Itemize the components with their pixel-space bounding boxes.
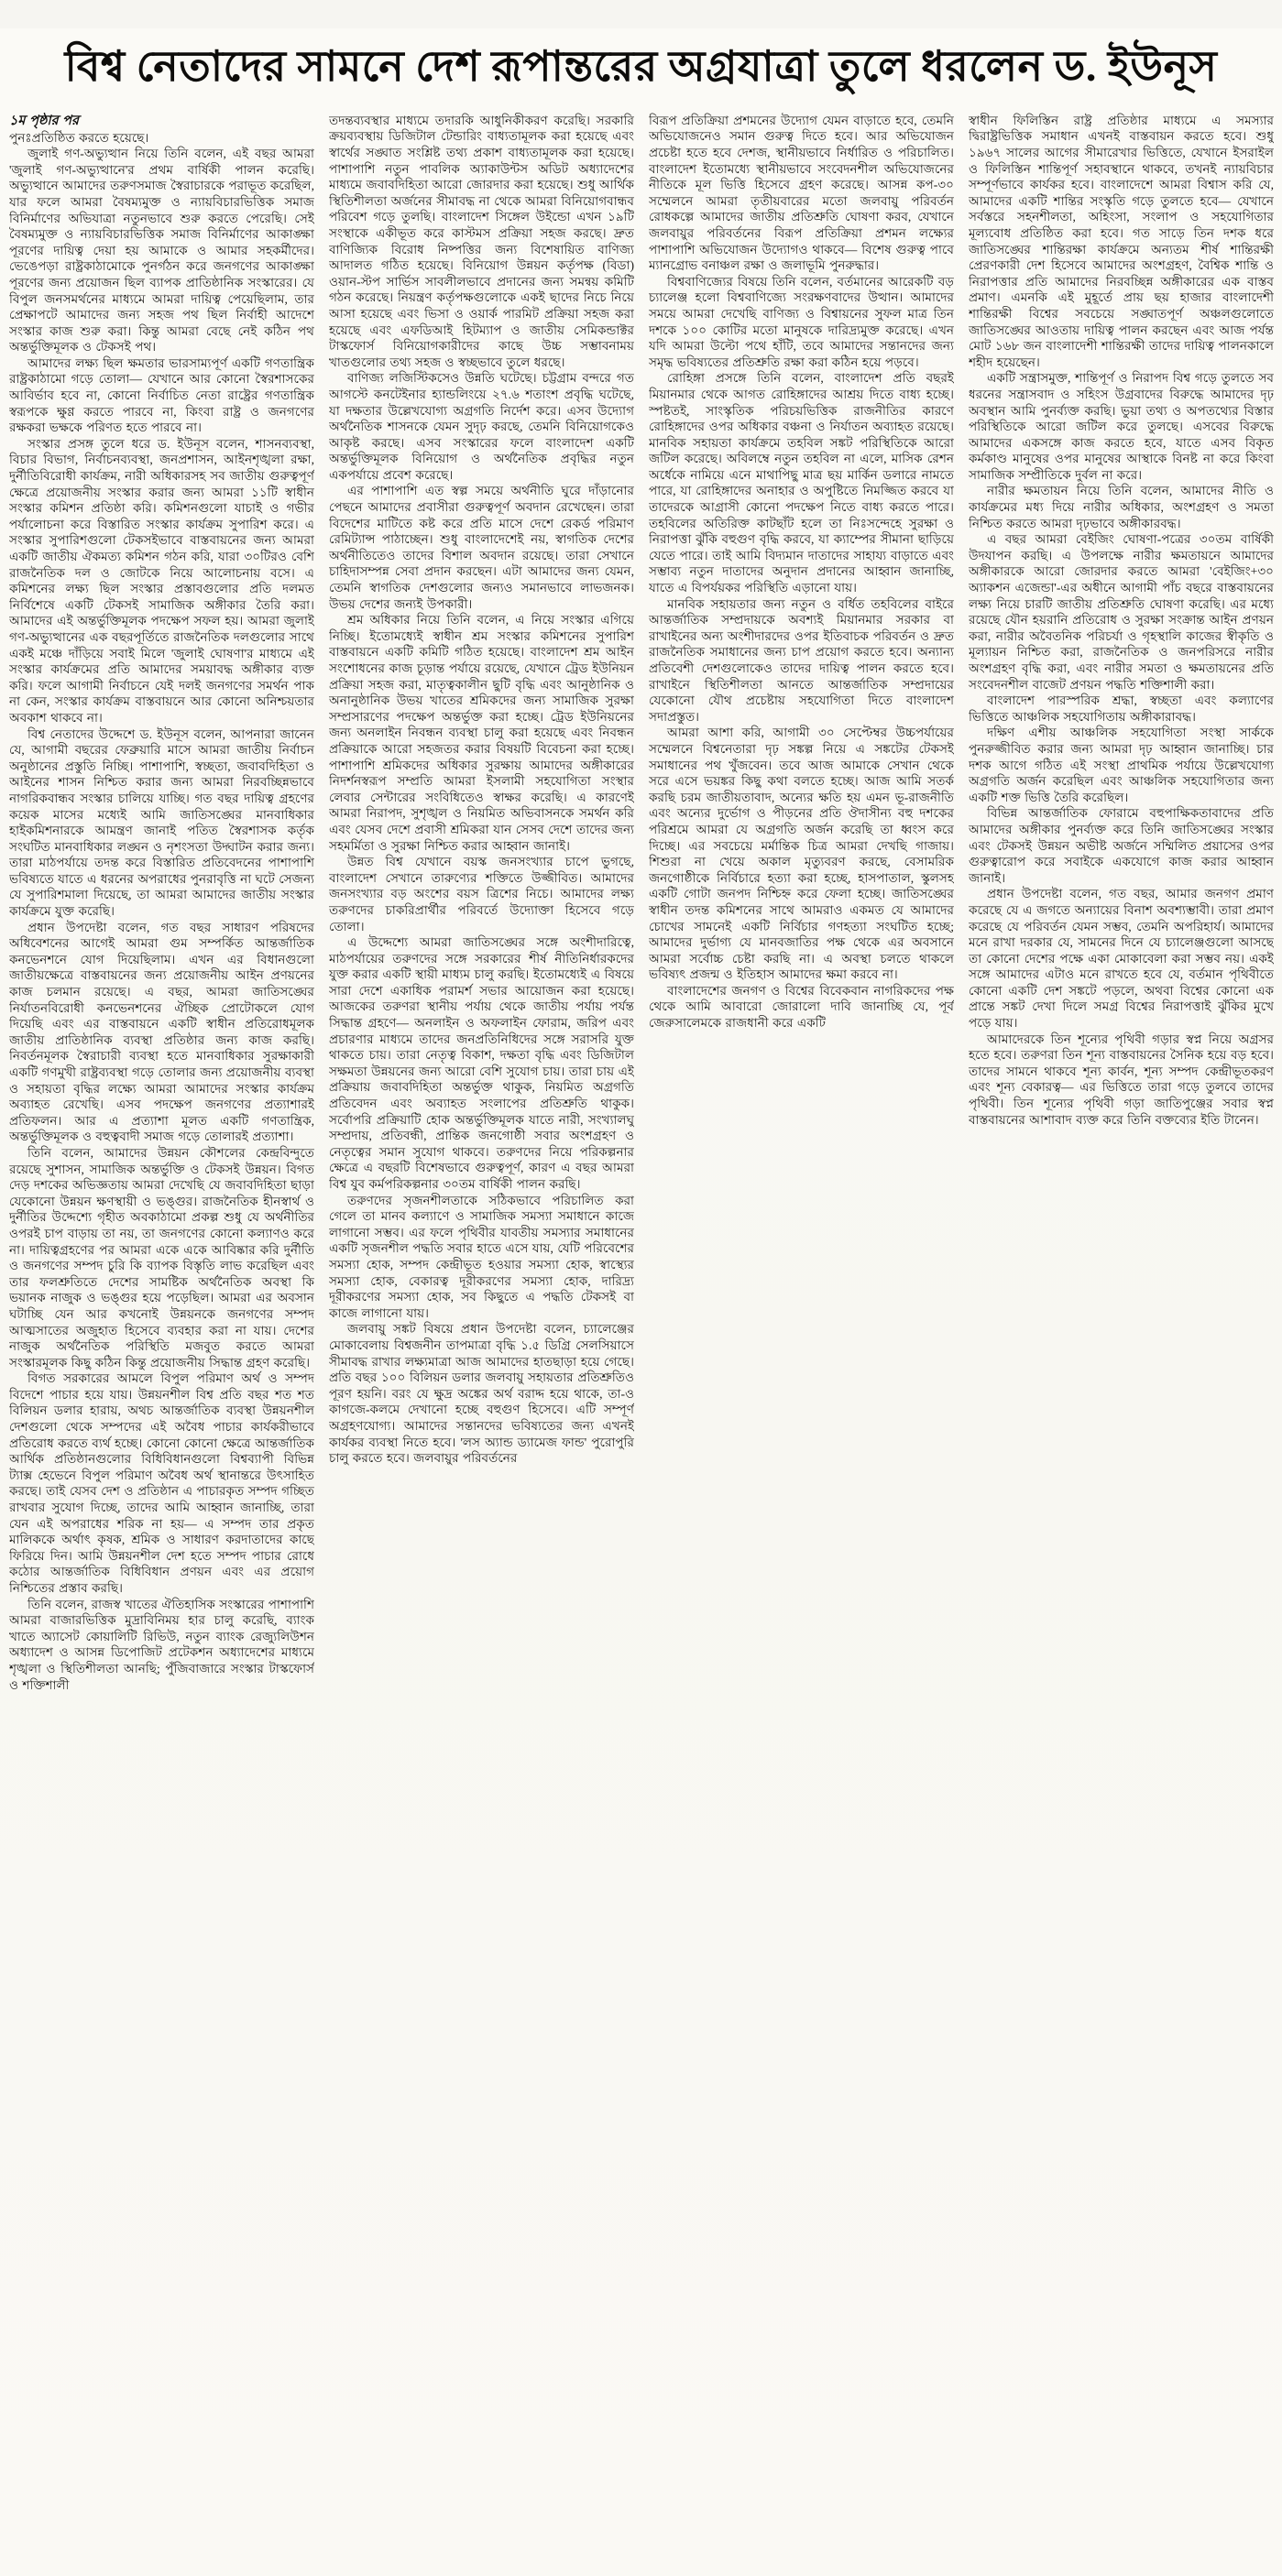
- article-paragraph: মানবিক সহায়তার জন্য নতুন ও বর্ধিত তহবিলের বাইরে আন্তর্জাতিক সম্প্রদায়কে অবশ্যই মিয়ানমার সরকার বা রাখাইনের অন্য অংশীদারদের ওপর ইতিবাচক পরিবর্তন ও দ্রুত রাজনৈতিক সমাধানের জন্য চাপ প্রয়োগ করতে হবে। অন্যান্য প্রতিবেশী দেশগুলোকেও তাদের দায়িত্ব পালন করতে হবে। রাখাইনে স্থিতিশীলতা আনতে আন্তর্জাতিক সম্প্রদায়ের যেকোনো যৌথ প্রচেষ্টায় সহযোগিতা দিতে বাংলাদেশ সদাপ্রস্তুত।: [649, 596, 954, 724]
- article-column-2: [329, 113, 634, 2571]
- article-paragraph: জুলাই গণ-অভ্যুত্থান নিয়ে তিনি বলেন, এই বছর আমরা 'জুলাই গণ-অভ্যুত্থানে'র প্রথম বার্ষিকী পালন করেছি। অভ্যুত্থানে আমাদের তরুণসমাজ স্বৈরাচারকে পরাভূত করেছিল, যার ফলে আমরা বৈষম্যমুক্ত ও ন্যায়বিচারভিত্তিক সমাজ বিনির্মাণের অভিযাত্রা নতুনভাবে শুরু করতে পেরেছি। সেই বৈষম্যমুক্ত ও ন্যায়বিচারভিত্তিক সমাজ বিনির্মাণের আকাঙ্ক্ষা পূরণের দায়িত্ব দেয়া হয় আমাকে ও আমার সহকর্মীদের। ভেঙেপড়া রাষ্ট্রকাঠামোকে পুনর্গঠন করে জনগণের আকাঙ্ক্ষা পূরণের জন্য প্রয়োজন ছিল ব্যাপক প্রাতিষ্ঠানিক সংস্কারের। যে বিপুল জনসমর্থনের মাধ্যমে আমরা দায়িত্ব পেয়েছিলাম, তার প্রেক্ষাপটে আমাদের জন্য সহজ পথ ছিল নির্বাহী আদেশে সংস্কার কাজ শুরু করা। কিন্তু আমরা বেছে নেই কঠিন পথ অন্তর্ভুক্তিমূলক ও টেকসই পথ।: [9, 147, 314, 355]
- article-paragraph: আমাদেরকে তিন শূন্যের পৃথিবী গড়ার স্বপ্ন নিয়ে অগ্রসর হতে হবে। তরুণরা তিন শূন্য বাস্তবায়নের সৈনিক হয়ে বড় হবে। তাদের সামনে থাকবে শূন্য কার্বন, শূন্য সম্পদ কেন্দ্রীভূতকরণ এবং শূন্য বেকারত্ব— এর ভিত্তিতে তারা গড়ে তুলবে তাদের পৃথিবী। তিন শূন্যের পৃথিবী গড়া জাতিপুঞ্জের সবার স্বপ্ন বাস্তবায়নের আশাবাদ ব্যক্ত করে তিনি বক্তব্যের ইতি টানেন।: [969, 1031, 1274, 1127]
- article-paragraph: স্বাধীন ফিলিস্তিন রাষ্ট্র প্রতিষ্ঠার মাধ্যমে এ সমস্যার দ্বিরাষ্ট্রভিত্তিক সমাধান এখনই বাস্তবায়ন করতে হবে। শুধু ১৯৬৭ সালের আগের সীমারেখার ভিত্তিতে, যেখানে ইসরাইল ও ফিলিস্তিন শান্তিপূর্ণ সহাবস্থানে থাকবে, তখনই ন্যায়বিচার সম্পূর্ণভাবে কার্যকর হবে। বাংলাদেশে আমরা বিশ্বাস করি যে, আমাদের একটি শান্তির সংস্কৃতি গড়ে তুলতে হবে— যেখানে সর্বস্তরে সহনশীলতা, অহিংসা, সংলাপ ও সহযোগিতার মূল্যবোধ প্রতিষ্ঠিত করা হবে। গত সাড়ে তিন দশক ধরে জাতিসঙ্ঘের শান্তিরক্ষা কার্যক্রমে অন্যতম শীর্ষ শান্তিরক্ষী প্রেরণকারী দেশ হিসেবে আমাদের অংশগ্রহণ, বৈশ্বিক শান্তি ও নিরাপত্তার প্রতি আমাদের নিরবচ্ছিন্ন অঙ্গীকারের এক বাস্তব প্রমাণ। এমনকি এই মুহূর্তে প্রায় ছয় হাজার বাংলাদেশী শান্তিরক্ষী বিশ্বের সবচেয়ে সঙ্ঘাতপূর্ণ অঞ্চলগুলোতে জাতিসঙ্ঘের আওতায় দায়িত্ব পালন করছেন এবং আজ পর্যন্ত মোট ১৬৮ জন বাংলাদেশী শান্তিরক্ষী তাদের দায়িত্ব পালনকালে শহীদ হয়েছেন।: [969, 113, 1274, 369]
- newspaper-page: [0, 28, 1282, 2576]
- article-paragraph: রোহিঙ্গা প্রসঙ্গে তিনি বলেন, বাংলাদেশ প্রতি বছরই মিয়ানমার থেকে আগত রোহিঙ্গাদের আশ্রয় দিতে বাধ্য হচ্ছে। স্পষ্টতই, সাংস্কৃতিক পরিচয়ভিত্তিক রাজনীতির কারণে রোহিঙ্গাদের ওপর অধিকার বঞ্চনা ও নির্যাতন অব্যাহত রয়েছে। মানবিক সহায়তা কার্যক্রমে তহবিল সঙ্কট পরিস্থিতিকে আরো জটিল করেছে। অবিলম্বে নতুন তহবিল না এলে, মাসিক রেশন অর্ধেকে নামিয়ে এনে মাথাপিছু মাত্র ছয় মার্কিন ডলারে নামতে পারে, যা রোহিঙ্গাদের অনাহার ও অপুষ্টিতে নিমজ্জিত করবে যা তাদেরকে আগ্রাসী কোনো পদক্ষেপ নিতে বাধ্য করতে পারে। তহবিলের অতিরিক্ত কাটছাঁট হলে তা নিঃসন্দেহে সুরক্ষা ও নিরাপত্তা ঝুঁকি বহুগুণ বৃদ্ধি করবে, যা ক্যাম্পের সীমানা ছাড়িয়ে যেতে পারে। তাই আমি বিদ্যমান দাতাদের সাহায্য বাড়াতে এবং সম্ভাব্য নতুন দাতাদের অনুদান প্রদানের আহ্বান জানাচ্ছি, যাতে এ বিপর্যয়কর পরিস্থিতি এড়ানো যায়।: [649, 371, 954, 595]
- article-paragraph: সংস্কার প্রসঙ্গ তুলে ধরে ড. ইউনূস বলেন, শাসনব্যবস্থা, বিচার বিভাগ, নির্বাচনব্যবস্থা, জনপ্রশাসন, আইনশৃঙ্খলা রক্ষা, দুর্নীতিবিরোধী কার্যক্রম, নারী অধিকারসহ সব জাতীয় গুরুত্বপূর্ণ ক্ষেত্রে প্রয়োজনীয় সংস্কার করার জন্য আমরা ১১টি স্বাধীন সংস্কার কমিশন প্রতিষ্ঠা করি। কমিশনগুলো যাচাই ও গভীর পর্যালোচনা করে বিস্তারিত সংস্কার কার্যক্রম সুপারিশ করে। এ সংস্কার সুপারিশগুলো টেকসইভাবে বাস্তবায়নের জন্য আমরা একটি জাতীয় ঐকমত্য কমিশন গঠন করি, যারা ৩০টিরও বেশি রাজনৈতিক দল ও জোটকে নিয়ে আলোচনায় বসে। এ কমিশনের লক্ষ্য ছিল সংস্কার প্রস্তাবগুলোর প্রতি দলমত নির্বিশেষে একটি টেকসই সামাজিক অঙ্গীকার তৈরি করা। আমাদের এই অন্তর্ভুক্তিমূলক পদক্ষেপ সফল হয়। আমরা জুলাই গণ-অভ্যুত্থানের এক বছরপূর্তিতে রাজনৈতিক দলগুলোর সাথে একই মঞ্চে দাঁড়িয়ে সবাই মিলে 'জুলাই ঘোষণা'র মাধ্যমে এই সংস্কার কার্যক্রমের প্রতি আমাদের সময়াবদ্ধ অঙ্গীকার ব্যক্ত করি। ফলে আগামী নির্বাচনে যেই দলই জনগণের সমর্থন পাক না কেন, সংস্কার কার্যক্রম বাস্তবায়নে আর কোনো অনিশ্চয়তার অবকাশ থাকবে না।: [9, 436, 314, 725]
- article-columns: [9, 113, 1274, 2571]
- article-paragraph: আমরা আশা করি, আগামী ৩০ সেপ্টেম্বর উচ্চপর্যায়ের সম্মেলনে বিশ্বনেতারা দৃঢ় সঙ্কল্প নিয়ে এ সঙ্কটের টেকসই সমাধানের পথ খুঁজবেন। তবে আজ আমাকে সেখান থেকে সরে এসে ভয়ঙ্কর কিছু কথা বলতে হচ্ছে। আজ আমি সতর্ক করছি চরম জাতীয়তাবাদ, অন্যের ক্ষতি হয় এমন ভূ-রাজনীতি এবং অন্যের দুর্ভোগ ও পীড়নের প্রতি ঔদাসীন্য বহু দশকের পরিশ্রমে আমরা যে অগ্রগতি অর্জন করেছি তা ধ্বংস করে দিচ্ছে। এর সবচেয়ে মর্মান্তিক চিত্র আমরা দেখছি গাজায়। শিশুরা না খেয়ে অকাল মৃত্যুবরণ করছে, বেসামরিক জনগোষ্ঠীকে নির্বিচারে হত্যা করা হচ্ছে, হাসপাতাল, স্কুলসহ একটি গোটা জনপদ নিশ্চিহ্ন করে ফেলা হচ্ছে। জাতিসঙ্ঘের স্বাধীন তদন্ত কমিশনের সাথে আমরাও একমত যে আমাদের চোখের সামনেই একটি নির্বিচার গণহত্যা সংঘটিত হচ্ছে; আমাদের দুর্ভাগ্য যে মানবজাতির পক্ষ থেকে এর অবসানে আমরা সর্বোচ্চ চেষ্টা করছি না। এ অবস্থা চলতে থাকলে ভবিষ্যৎ প্রজন্ম ও ইতিহাস আমাদের ক্ষমা করবে না।: [649, 726, 954, 982]
- article-paragraph: আমাদের লক্ষ্য ছিল ক্ষমতার ভারসাম্যপূর্ণ একটি গণতান্ত্রিক রাষ্ট্রকাঠামো গড়ে তোলা— যেখানে আর কোনো স্বৈরশাসকের আবির্ভাব হবে না, কোনো নির্বাচিত নেতা রাষ্ট্রের গণতান্ত্রিক স্বরূপকে ক্ষুণ্ণ করতে পারবে না, কিংবা রাষ্ট্র ও জনগণের রক্ষকরা ভক্ষকে পরিণত হতে পারবে না।: [9, 355, 314, 435]
- article-paragraph: বিরূপ প্রতিক্রিয়া প্রশমনের উদ্যোগ যেমন বাড়াতে হবে, তেমনি অভিযোজনেও সমান গুরুত্ব দিতে হবে। আর অভিযোজন প্রচেষ্টা হতে হবে দেশজ, স্থানীয়ভাবে নির্ধারিত ও পরিচালিত। বাংলাদেশ ইতোমধ্যে স্থানীয়ভাবে সংবেদনশীল অভিযোজনের নীতিকে মূল ভিত্তি হিসেবে গ্রহণ করেছে। আসন্ন কপ-৩০ সম্মেলনে আমরা তৃতীয়বারের মতো জলবায়ু পরিবর্তন রোধকল্পে আমাদের জাতীয় প্রতিশ্রুতি ঘোষণা করব, যেখানে জলবায়ুর পরিবর্তনের বিরূপ প্রতিক্রিয়া প্রশমন লক্ষ্যের পাশাপাশি অভিযোজন উদ্যোগও থাকবে— বিশেষ গুরুত্ব পাবে ম্যানগ্রোভ বনাঞ্চল রক্ষা ও জলাভূমি পুনরুদ্ধার।: [649, 113, 954, 273]
- article-column-3: [649, 113, 954, 2571]
- article-paragraph: এ বছর আমরা বেইজিং ঘোষণা-পত্রের ৩০তম বার্ষিকী উদযাপন করছি। এ উপলক্ষে নারীর ক্ষমতায়নে আমাদের অঙ্গীকারকে আরো জোরদার করতে আমরা 'বেইজিং+৩০ অ্যাকশন এজেন্ডা'-এর অধীনে আগামী পাঁচ বছরে বাস্তবায়নের লক্ষ্য নিয়ে চারটি জাতীয় প্রতিশ্রুতি ঘোষণা করেছি। এর মধ্যে রয়েছে যৌন হয়রানি প্রতিরোধ ও সুরক্ষা সংক্রান্ত আইন প্রণয়ন করা, নারীর অবৈতনিক পরিচর্যা ও গৃহস্থালি কাজের স্বীকৃতি ও মূল্যায়ন নিশ্চিত করা, রাজনৈতিক ও জনপরিসরে নারীর অংশগ্রহণ বৃদ্ধি করা, এবং নারীর সমতা ও ক্ষমতায়নের প্রতি সংবেদনশীল বাজেট প্রণয়ন পদ্ধতি শক্তিশালী করা।: [969, 532, 1274, 692]
- article-paragraph: বিশ্ব নেতাদের উদ্দেশে ড. ইউনূস বলেন, আপনারা জানেন যে, আগামী বছরের ফেব্রুয়ারি মাসে আমরা জাতীয় নির্বাচন অনুষ্ঠানের প্রস্তুতি নিচ্ছি। পাশাপাশি, স্বচ্ছতা, জবাবদিহিতা ও আইনের শাসন নিশ্চিত করার জন্য আমরা নিরবচ্ছিন্নভাবে নাগরিকবান্ধব সংস্কার চালিয়ে যাচ্ছি। গত বছর দায়িত্ব গ্রহণের কয়েক মাসের মধ্যেই আমি জাতিসঙ্ঘের মানবাধিকার হাইকমিশনারকে আমন্ত্রণ জানাই পতিত স্বৈরশাসক কর্তৃক সংঘটিত মানবাধিকার লঙ্ঘন ও নৃশংসতা উদ্ঘাটন করার জন্য। তারা মাঠপর্যায়ে তদন্ত করে বিস্তারিত প্রতিবেদনের পাশাপাশি ভবিষ্যতে যাতে এ ধরনের অপরাধের পুনরাবৃত্তি না ঘটে সেজন্য যে সুপারিশমালা দিয়েছে, তা আমরা আমাদের জাতীয় সংস্কার কার্যক্রমে যুক্ত করেছি।: [9, 726, 314, 919]
- article-paragraph: শ্রম অধিকার নিয়ে তিনি বলেন, এ নিয়ে সংস্কার এগিয়ে নিচ্ছি। ইতোমধ্যেই স্বাধীন শ্রম সংস্কার কমিশনের সুপারিশ বাস্তবায়নে একটি কমিটি গঠিত হয়েছে। বাংলাদেশ শ্রম আইন সংশোধনের কাজ চূড়ান্ত পর্যায়ে রয়েছে, যেখানে ট্রেড ইউনিয়ন প্রক্রিয়া সহজ করা, মাতৃত্বকালীন ছুটি বৃদ্ধি এবং আনুষ্ঠানিক ও অনানুষ্ঠানিক উভয় খাতের শ্রমিকদের জন্য সামাজিক সুরক্ষা সম্প্রসারণের পদক্ষেপ অন্তর্ভুক্ত করা হচ্ছে। ট্রেড ইউনিয়নের জন্য অনলাইন নিবন্ধন ব্যবস্থা চালু করা হয়েছে এবং নিবন্ধন প্রক্রিয়াকে আরো সহজতর করার বিষয়টি বিবেচনা করা হচ্ছে। পাশাপাশি শ্রমিকদের অধিকার সুরক্ষায় আমাদের অঙ্গীকারের নিদর্শনস্বরূপ সম্প্রতি আমরা ইসলামী সহযোগিতা সংস্থার লেবার সেন্টারের সংবিধিতেও স্বাক্ষর করেছি। এ কারণেই আমরা নিরাপদ, সুশৃঙ্খল ও নিয়মিত অভিবাসনকে সমর্থন করি এবং যেসব দেশে প্রবাসী শ্রমিকরা যান সেসব দেশে তাদের জন্য সহমর্মিতা ও সুরক্ষা নিশ্চিত করার আহ্বান জানাই।: [329, 613, 634, 853]
- article-paragraph: তিনি বলেন, রাজস্ব খাতের ঐতিহাসিক সংস্কারের পাশাপাশি আমরা বাজারভিত্তিক মুদ্রাবিনিময় হার চালু করেছি, ব্যাংক খাতে অ্যাসেট কোয়ালিটি রিভিউ, নতুন ব্যাংক রেজ্যুলিউশন অধ্যাদেশ ও আসন্ন ডিপোজিট প্রটেকশন অধ্যাদেশের মাধ্যমে শৃঙ্খলা ও স্থিতিশীলতা আনছি; পুঁজিবাজারে সংস্কার টাস্কফোর্স ও শক্তিশালী: [9, 1597, 314, 1692]
- article-paragraph: একটি সন্ত্রাসমুক্ত, শান্তিপূর্ণ ও নিরাপদ বিশ্ব গড়ে তুলতে সব ধরনের সন্ত্রাসবাদ ও সহিংস উগ্রবাদের বিরুদ্ধে আমাদের দৃঢ় অবস্থান আমি পুনর্ব্যক্ত করছি। ভুয়া তথ্য ও অপতথ্যের বিস্তার পরিস্থিতিকে আরো জটিল করে তুলছে। এসবের বিরুদ্ধে আমাদের একসঙ্গে কাজ করতে হবে, যাতে এসব বিকৃত কর্মকাণ্ড মানুষের ওপর মানুষের আস্থাকে বিনষ্ট না করে কিংবা সামাজিক সম্প্রীতিকে দুর্বল না করে।: [969, 371, 1274, 482]
- article-paragraph: এর পাশাপাশি এত স্বল্প সময়ে অর্থনীতি ঘুরে দাঁড়ানোর পেছনে আমাদের প্রবাসীরা গুরুত্বপূর্ণ অবদান রেখেছেন। তারা বিদেশের মাটিতে কষ্ট করে প্রতি মাসে দেশে রেকর্ড পরিমাণ রেমিট্যান্স পাঠাচ্ছেন। শুধু বাংলাদেশেই নয়, স্বাগতিক দেশের অর্থনীতিতেও তাদের বিশাল অবদান রয়েছে। তারা সেখানে চাহিদাসম্পন্ন সেবা প্রদান করছেন। এটা আমাদের জন্য যেমন, তেমনি স্বাগতিক দেশগুলোর জন্যও সমানভাবে লাভজনক। উভয় দেশের জন্যই উপকারী।: [329, 484, 634, 611]
- article-paragraph: বাণিজ্য লজিস্টিকসেও উন্নতি ঘটেছে। চট্টগ্রাম বন্দরে গত আগস্টে কনটেইনার হ্যান্ডলিংয়ে ২৭.৬ শতাংশ প্রবৃদ্ধি ঘটেছে, যা দক্ষতার উল্লেখযোগ্য অগ্রগতি নির্দেশ করে। এসব উদ্যোগ অর্থনৈতিক শাসনকে যেমন সুদৃঢ় করছে, তেমনি বিনিয়োগকেও আকৃষ্ট করছে। এসব সংস্কারের ফলে বাংলাদেশ একটি অন্তর্ভুক্তিমূলক বিনিয়োগ ও অর্থনৈতিক প্রবৃদ্ধির নতুন একপর্যায়ে প্রবেশ করেছে।: [329, 371, 634, 482]
- article-paragraph: নারীর ক্ষমতায়ন নিয়ে তিনি বলেন, আমাদের নীতি ও কার্যক্রমের মধ্য দিয়ে নারীর অধিকার, অংশগ্রহণ ও সমতা নিশ্চিত করতে আমরা দৃঢ়ভাবে অঙ্গীকারবদ্ধ।: [969, 484, 1274, 530]
- article-paragraph: পুনঃপ্রতিষ্ঠিত করতে হয়েছে।: [9, 130, 149, 145]
- article-paragraph: বিশ্ববাণিজ্যের বিষয়ে তিনি বলেন, বর্তমানের আরেকটি বড় চ্যালেঞ্জ হলো বিশ্ববাণিজ্যে সংরক্ষণবাদের উত্থান। আমাদের সময়ে আমরা দেখেছি বাণিজ্য ও বিশ্বায়নের সুফল মাত্র তিন দশকে ১০০ কোটির মতো মানুষকে দারিদ্র্যমুক্ত করেছে। এখন যদি আমরা উল্টো পথে হাঁটি, তবে আমাদের সন্তানদের জন্য সমৃদ্ধ ভবিষ্যতের প্রতিশ্রুতি রক্ষা করা কঠিন হয়ে পড়বে।: [649, 274, 954, 369]
- article-paragraph: দক্ষিণ এশীয় আঞ্চলিক সহযোগিতা সংস্থা সার্ককে পুনরুজ্জীবিত করার জন্য আমরা দৃঢ় আহ্বান জানাচ্ছি। চার দশক আগে গঠিত এই সংস্থা প্রাথমিক পর্যায়ে উল্লেখযোগ্য অগ্রগতি অর্জন করেছিল এবং আঞ্চলিক সহযোগিতার জন্য একটি শক্ত ভিত্তি তৈরি করেছিল।: [969, 726, 1274, 804]
- article-column-1: [9, 113, 314, 2571]
- article-paragraph: বিগত সরকারের আমলে বিপুল পরিমাণ অর্থ ও সম্পদ বিদেশে পাচার হয়ে যায়। উন্নয়নশীল বিশ্ব প্রতি বছর শত শত বিলিয়ন ডলার হারায়, অথচ আন্তর্জাতিক ব্যবস্থা উন্নয়নশীল দেশগুলো থেকে সম্পদের এই অবৈধ পাচার কার্যকরীভাবে প্রতিরোধ করতে ব্যর্থ হচ্ছে। কোনো কোনো ক্ষেত্রে আন্তর্জাতিক আর্থিক প্রতিষ্ঠানগুলোর বিধিবিধানগুলো বিশ্বব্যাপী বিভিন্ন ট্যাক্স হেভেনে বিপুল পরিমাণ অবৈধ অর্থ স্থানান্তরে উৎসাহিত করছে। তাই যেসব দেশ ও প্রতিষ্ঠান এ পাচারকৃত সম্পদ গচ্ছিত রাখবার সুযোগ দিচ্ছে, তাদের আমি আহ্বান জানাচ্ছি, তারা যেন এই অপরাধের শরিক না হয়— এ সম্পদ তার প্রকৃত মালিককে অর্থাৎ কৃষক, শ্রমিক ও সাধারণ করদাতাদের কাছে ফিরিয়ে দিন। আমি উন্নয়নশীল দেশ হতে সম্পদ পাচার রোধে কঠোর আন্তর্জাতিক বিধিবিধান প্রণয়ন এবং এর প্রয়োগ নিশ্চিতের প্রস্তাব করছি।: [9, 1371, 314, 1596]
- article-paragraph: উন্নত বিশ্ব যেখানে বয়স্ক জনসংখ্যার চাপে ভুগছে, বাংলাদেশ সেখানে তারুণ্যের শক্তিতে উজ্জীবিত। আমাদের জনসংখ্যার বড় অংশের বয়স ত্রিশের নিচে। আমাদের লক্ষ্য তরুণদের চাকরিপ্রার্থীর পরিবর্তে উদ্যোক্তা হিসেবে গড়ে তোলা।: [329, 855, 634, 933]
- article-paragraph: বাংলাদেশের জনগণ ও বিশ্বের বিবেকবান নাগরিকদের পক্ষ থেকে আমি আবারো জোরালো দাবি জানাচ্ছি যে, পূর্ব জেরুসালেমকে রাজধানী করে একটি: [649, 983, 954, 1031]
- article-headline: বিশ্ব নেতাদের সামনে দেশ রূপান্তরের অগ্রযাত্রা তুলে ধরলেন ড. ইউনূস: [64, 42, 1218, 90]
- article-paragraph: এ উদ্দেশ্যে আমরা জাতিসঙ্ঘের সঙ্গে অংশীদারিত্বে, মাঠপর্যায়ের তরুণদের সঙ্গে সরকারের শীর্ষ নীতিনির্ধারকদের যুক্ত করার একটি স্থায়ী মাধ্যম চালু করছি। ইতোমধ্যেই এ বিষয়ে সারা দেশে একাধিক পরামর্শ সভার আয়োজন করা হয়েছে। আজকের তরুণরা স্থানীয় পর্যায় থেকে জাতীয় পর্যায় পর্যন্ত সিদ্ধান্ত গ্রহণে— অনলাইন ও অফলাইন ফোরাম, জরিপ এবং প্রচারণার মাধ্যমে তাদের জনপ্রতিনিধিদের সঙ্গে সরাসরি যুক্ত থাকতে চায়। তারা নেতৃত্ব বিকাশ, দক্ষতা বৃদ্ধি এবং ডিজিটাল সক্ষমতা উন্নয়নের জন্য আরো বেশি সুযোগ চায়। তারা চায় এই প্রক্রিয়ায় জবাবদিহিতা অন্তর্ভুক্ত থাকুক, নিয়মিত অগ্রগতি প্রতিবেদন এবং অব্যাহত সংলাপের প্রতিশ্রুতি থাকুক। সর্বোপরি প্রক্রিয়াটি হোক অন্তর্ভুক্তিমূলক যাতে নারী, সংখ্যালঘু সম্প্রদায়, প্রতিবন্ধী, প্রান্তিক জনগোষ্ঠী সবার অংশগ্রহণ ও নেতৃত্বের সমান সুযোগ থাকবে। তরুণদের নিয়ে পরিকল্পনার ক্ষেত্রে এ বছরটি বিশেষভাবে গুরুত্বপূর্ণ, কারণ এ বছর আমরা বিশ্ব যুব কর্মপরিকল্পনার ৩০তম বার্ষিকী পালন করছি।: [329, 935, 634, 1191]
- article-paragraph: প্রধান উপদেষ্টা বলেন, গত বছর, আমার জনগণ প্রমাণ করেছে যে এ জগতে অন্যায়ের বিনাশ অবশ্যম্ভাবী। তারা প্রমাণ করেছে যে পরিবর্তন যেমন সম্ভব, তেমনি অপরিহার্য। আমাদের মনে রাখা দরকার যে, সামনের দিনে যে চ্যালেঞ্জগুলো আসছে তা কোনো দেশের পক্ষে একা মোকাবেলা করা সম্ভব নয়। একই সঙ্গে আমাদের এটাও মনে রাখতে হবে যে, বর্তমান পৃথিবীতে কোনো একটি দেশ সঙ্কটে পড়লে, অথবা বিশ্বের কোনো এক প্রান্তে সঙ্কট দেখা দিলে সমগ্র বিশ্বের নিরাপত্তাই ঝুঁকির মুখে পড়ে যায়।: [969, 887, 1274, 1031]
- continued-from-note: ১ম পৃষ্ঠার পর: [9, 113, 79, 128]
- article-paragraph: জলবায়ু সঙ্কট বিষয়ে প্রধান উপদেষ্টা বলেন, চ্যালেঞ্জের মোকাবেলায় বিশ্বজনীন তাপমাত্রা বৃদ্ধি ১.৫ ডিগ্রি সেলসিয়াসে সীমাবদ্ধ রাখার লক্ষ্যমাত্রা আজ আমাদের হাতছাড়া হয়ে গেছে। প্রতি বছর ১০০ বিলিয়ন ডলার জলবায়ু সহায়তার প্রতিশ্রুতিও পূরণ হয়নি। বরং যে ক্ষুদ্র অঙ্কের অর্থ বরাদ্দ হয়ে থাকে, তা-ও কাগজে-কলমে দেখানো হচ্ছে বহুগুণ হিসেবে। এটি সম্পূর্ণ অগ্রহণযোগ্য। আমাদের সন্তানদের ভবিষ্যতের জন্য এখনই কার্যকর ব্যবস্থা নিতে হবে। 'লস অ্যান্ড ড্যামেজ ফান্ড' পুরোপুরি চালু করতে হবে। জলবায়ুর পরিবর্তনের: [329, 1322, 634, 1466]
- article-paragraph: প্রধান উপদেষ্টা বলেন, গত বছর সাধারণ পরিষদের অধিবেশনের আগেই আমরা গুম সম্পর্কিত আন্তর্জাতিক কনভেনশনে যোগ দিয়েছিলাম। এখন এর বিধানগুলো জাতীয়ক্ষেত্রে বাস্তবায়নের জন্য প্রয়োজনীয় আইন প্রণয়নের কাজ চলমান রয়েছে। এ বছর, আমরা জাতিসঙ্ঘের নির্যাতনবিরোধী কনভেনশনের ঐচ্ছিক প্রোটোকলে যোগ দিয়েছি এবং এর বাস্তবায়নে একটি স্বাধীন প্রতিরোধমূলক জাতীয় প্রাতিষ্ঠানিক ব্যবস্থা প্রতিষ্ঠার জন্য কাজ করছি। নিবর্তনমূলক স্বৈরাচারী ব্যবস্থা হতে মানবাধিকার সুরক্ষাকারী একটি গণমুখী রাষ্ট্রব্যবস্থা গড়ে তোলার জন্য প্রয়োজনীয় ব্যবস্থা ও সহায়তা বৃদ্ধির লক্ষ্যে আমরা আমাদের সংস্কার কার্যক্রম অব্যাহত রেখেছি। এসব পদক্ষেপ জনগণের প্রত্যাশারই প্রতিফলন। আর এ প্রত্যাশা মূলত একটি গণতান্ত্রিক, অন্তর্ভুক্তিমূলক ও বহুত্ববাদী সমাজ গড়ে তোলারই প্রত্যাশা।: [9, 920, 314, 1144]
- article-paragraph: বিভিন্ন আন্তর্জাতিক ফোরামে বহুপাক্ষিকতাবাদের প্রতি আমাদের অঙ্গীকার পুনর্ব্যক্ত করে তিনি জাতিসঙ্ঘের সংস্কার এবং টেকসই উন্নয়ন অভীষ্ট অর্জনে সম্মিলিত প্রয়াসের ওপর গুরুত্বারোপ করে সবাইকে একযোগে কাজ করার আহ্বান জানাই।: [969, 806, 1274, 885]
- article-paragraph: বাংলাদেশ পারস্পরিক শ্রদ্ধা, স্বচ্ছতা এবং কল্যাণের ভিত্তিতে আঞ্চলিক সহযোগিতায় অঙ্গীকারাবদ্ধ।: [969, 693, 1274, 724]
- article-paragraph: তরুণদের সৃজনশীলতাকে সঠিকভাবে পরিচালিত করা গেলে তা মানব কল্যাণে ও সামাজিক সমস্যা সমাধানে কাজে লাগানো সম্ভব। এর ফলে পৃথিবীর যাবতীয় সমস্যার সমাধানের একটি সৃজনশীল পদ্ধতি সবার হাতে এসে যায়, যেটি পরিবেশের সমস্যা হোক, সম্পদ কেন্দ্রীভূত হওয়ার সমস্যা হোক, স্বাস্থ্যের সমস্যা হোক, বেকারত্ব দূরীকরণের সমস্যা হোক, দারিদ্র্য দূরীকরণের সমস্যা হোক, সব কিছুতে এ পদ্ধতি টেকসই বা কাজে লাগানো যায়।: [329, 1193, 634, 1320]
- article-column-4: [969, 113, 1274, 2571]
- article-paragraph: তদন্তব্যবস্থার মাধ্যমে তদারকি আধুনিকীকরণ করেছি। সরকারি ক্রয়ব্যবস্থায় ডিজিটাল টেন্ডারিং বাধ্যতামূলক করা হয়েছে এবং স্বার্থের সঙ্ঘাত সংশ্লিষ্ট তথ্য প্রকাশ বাধ্যতামূলক করা হয়েছে। পাশাপাশি নতুন পাবলিক অ্যাকাউন্টস অডিট অধ্যাদেশের মাধ্যমে জবাবদিহিতা আরো জোরদার করা হয়েছে। শুধু আর্থিক স্থিতিশীলতা অর্জনের সীমাবদ্ধ না থেকে আমরা বিনিয়োগবান্ধব পরিবেশ গড়ে তুলছি। বাংলাদেশ সিঙ্গেল উইন্ডো এখন ১৯টি সংস্থাকে একীভূত করে কাস্টমস প্রক্রিয়া সহজ করছে। দ্রুত বাণিজ্যিক বিরোধ নিষ্পত্তির জন্য বিশেষায়িত বাণিজ্য আদালত গঠিত হয়েছে। বিনিয়োগ উন্নয়ন কর্তৃপক্ষ (বিডা) ওয়ান-স্টপ সার্ভিস সাবলীলভাবে প্রদানের জন্য সমন্বয় কমিটি গঠন করেছে। নিয়ন্ত্রণ কর্তৃপক্ষগুলোকে একই ছাদের নিচে নিয়ে আসা হয়েছে এবং ভিসা ও ওয়ার্ক পারমিট প্রক্রিয়া সহজ করা হয়েছে এবং এফডিআই হিটম্যাপ ও জাতীয় সেমিকন্ডাক্টর টাস্কফোর্স বিনিয়োগকারীদের কাছে উচ্চ সম্ভাবনাময় খাতগুলোর তথ্য সহজ ও স্বচ্ছভাবে তুলে ধরছে।: [329, 113, 634, 369]
- article-paragraph: তিনি বলেন, আমাদের উন্নয়ন কৌশলের কেন্দ্রবিন্দুতে রয়েছে সুশাসন, সামাজিক অন্তর্ভুক্তি ও টেকসই উন্নয়ন। বিগত দেড় দশকের অভিজ্ঞতায় আমরা দেখেছি যে জবাবদিহিতা ছাড়া যেকোনো উন্নয়ন ক্ষণস্থায়ী ও ভঙ্গুর। রাজনৈতিক হীনস্বার্থ ও দুর্নীতির উদ্দেশ্যে গৃহীত অবকাঠামো প্রকল্প শুধু যে অর্থনীতির ওপরই চাপ বাড়ায় তা নয়, তা জনগণের কোনো কল্যাণও করে না। দায়িত্বগ্রহণের পর আমরা একে একে আবিষ্কার করি দুর্নীতি ও জনগণের সম্পদ চুরি কি ব্যাপক বিস্তৃতি লাভ করেছিল এবং তার ফলশ্রুতিতে দেশের সামষ্টিক অর্থনৈতিক অবস্থা কি ভয়ানক নাজুক ও ভঙ্গুর হয়ে পড়েছিল। আমরা এর অবসান ঘটাচ্ছি যেন আর কখনোই উন্নয়নকে জনগণের সম্পদ আত্মসাতের অজুহাত হিসেবে ব্যবহার করা না যায়। দেশের নাজুক অর্থনৈতিক পরিস্থিতি মজবুত করতে আমরা সংস্কারমূলক কিছু কঠিন কিন্তু প্রয়োজনীয় সিদ্ধান্ত গ্রহণ করেছি।: [9, 1145, 314, 1370]
